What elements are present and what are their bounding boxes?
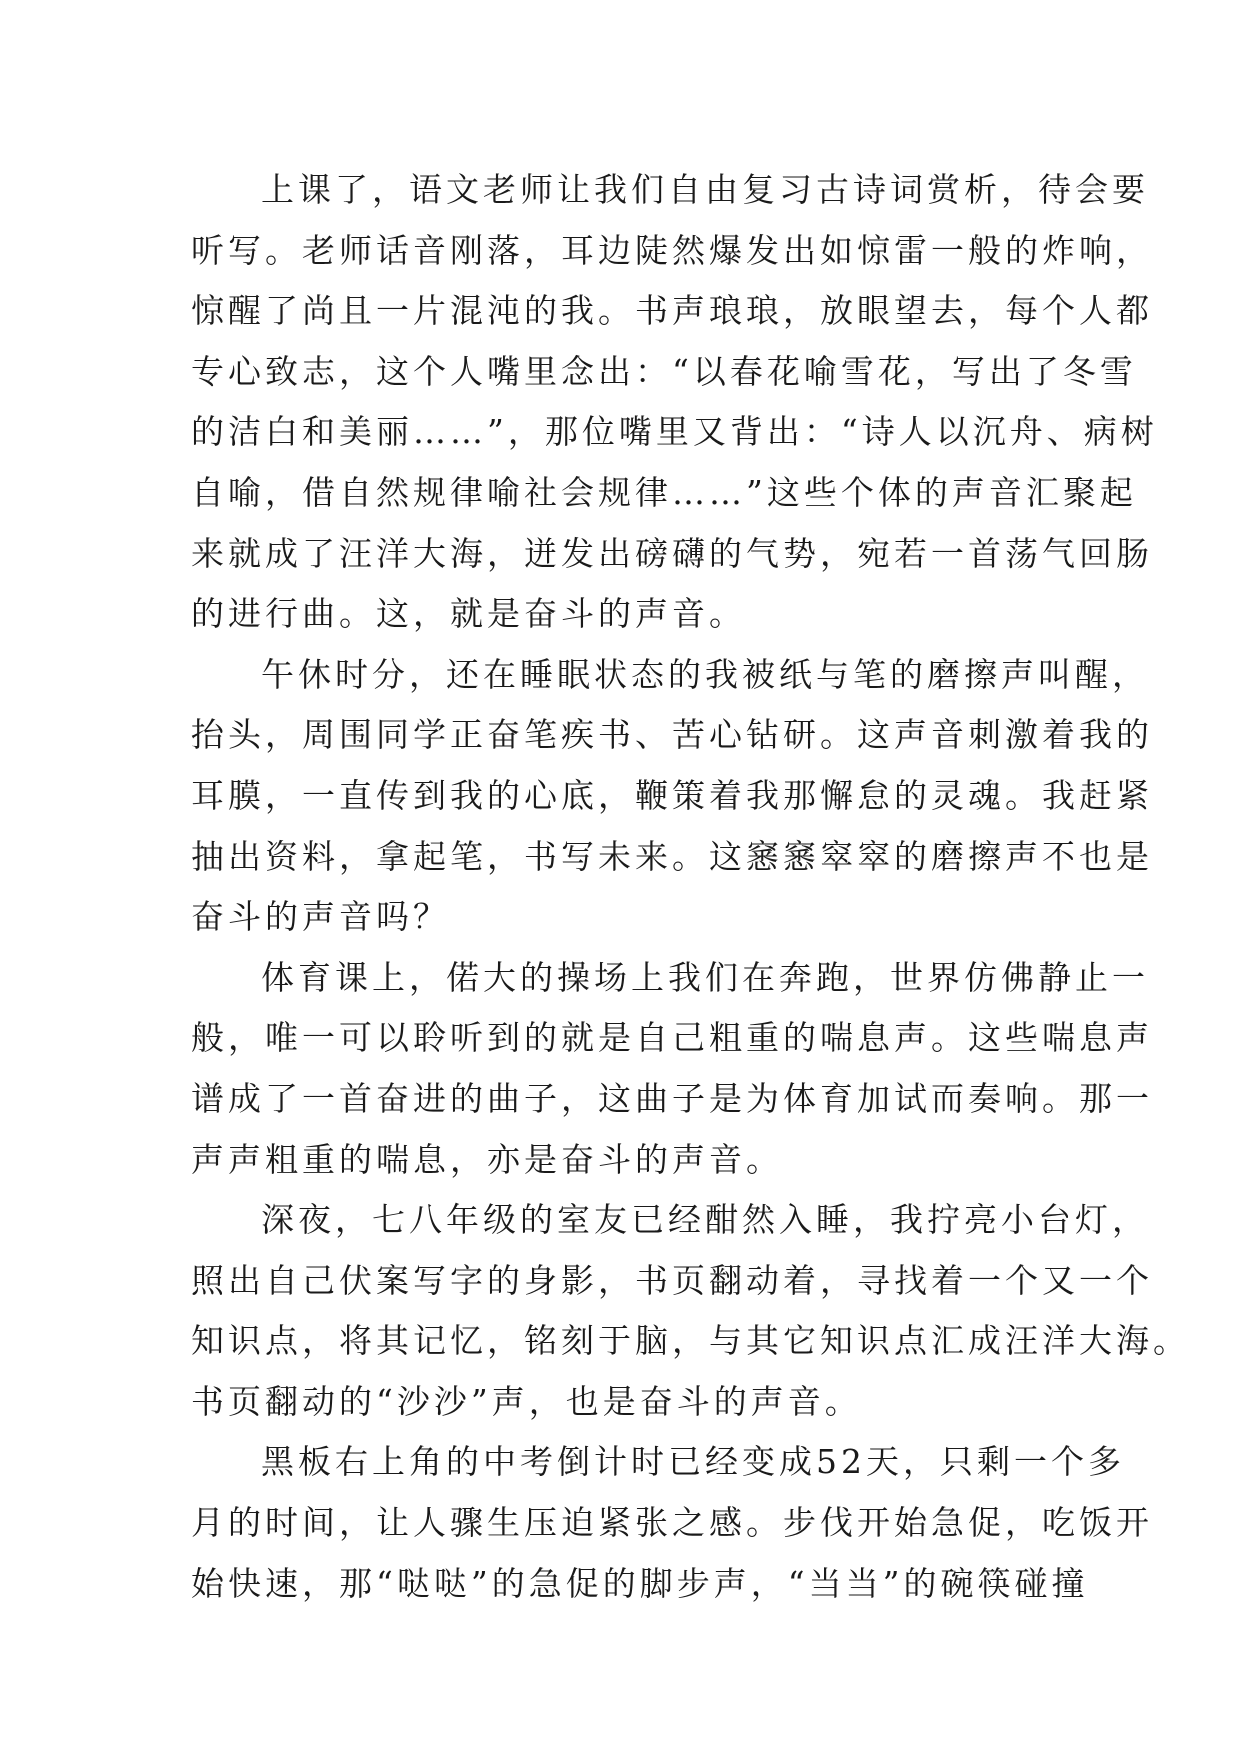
paragraph-5-line-3: 始快速，那“哒哒”的急促的脚步声，“当当”的碗筷碰撞 [191,1563,1089,1603]
paragraph-1-line-5: 的洁白和美丽……”，那位嘴里又背出：“诗人以沉舟、病树 [191,412,1158,452]
paragraph-1-line-8: 的进行曲。这，就是奋斗的声音。 [191,594,746,634]
paragraph-5-line-2: 月的时间，让人骤生压迫紧张之感。步伐开始急促，吃饭开 [191,1503,1153,1543]
paragraph-2-line-3: 耳膜，一直传到我的心底，鞭策着我那懈怠的灵魂。我赶紧 [191,775,1153,815]
paragraph-1-line-6: 自喻，借自然规律喻社会规律……”这些个体的声音汇聚起 [191,472,1137,512]
paragraph-2-line-1: 午休时分，还在睡眠状态的我被纸与笔的磨擦声叫醒， [261,654,1149,694]
paragraph-3-line-1: 体育课上，偌大的操场上我们在奔跑，世界仿佛静止一 [261,957,1149,997]
paragraph-4-line-3: 知识点，将其记忆，铭刻于脑，与其它知识点汇成汪洋大海。 [191,1321,1190,1361]
paragraph-2-line-4: 抽出资料，拿起笔，书写未来。这窸窸窣窣的磨擦声不也是 [191,836,1153,876]
essay-body [191,160,1190,1614]
paragraph-3-line-4: 声声粗重的喘息，亦是奋斗的声音。 [191,1139,783,1179]
paragraph-5-line-1: 黑板右上角的中考倒计时已经变成52天，只剩一个多 [261,1442,1125,1482]
paragraph-4-line-4: 书页翻动的“沙沙”声，也是奋斗的声音。 [191,1381,862,1421]
paragraph-3-line-2: 般，唯一可以聆听到的就是自己粗重的喘息声。这些喘息声 [191,1018,1153,1058]
paragraph-2-line-2: 抬头，周围同学正奋笔疾书、苦心钻研。这声音刺激着我的 [191,715,1153,755]
paragraph-1-line-3: 惊醒了尚且一片混沌的我。书声琅琅，放眼望去，每个人都 [191,291,1153,331]
paragraph-1-line-1: 上课了，语文老师让我们自由复习古诗词赏析，待会要 [261,170,1149,209]
paragraph-1-line-2: 听写。老师话音刚落，耳边陡然爆发出如惊雷一般的炸响， [191,230,1153,270]
paragraph-3-line-3: 谱成了一首奋进的曲子，这曲子是为体育加试而奏响。那一 [191,1078,1153,1118]
paragraph-1-line-7: 来就成了汪洋大海，迸发出磅礴的气势，宛若一首荡气回肠 [191,533,1153,573]
paragraph-4-line-1: 深夜，七八年级的室友已经酣然入睡，我拧亮小台灯， [261,1200,1149,1240]
paragraph-2-line-5: 奋斗的声音吗？ [191,897,450,937]
paragraph-4-line-2: 照出自己伏案写字的身影，书页翻动着，寻找着一个又一个 [191,1260,1153,1300]
paragraph-1-line-4: 专心致志，这个人嘴里念出：“以春花喻雪花，写出了冬雪 [191,351,1137,391]
